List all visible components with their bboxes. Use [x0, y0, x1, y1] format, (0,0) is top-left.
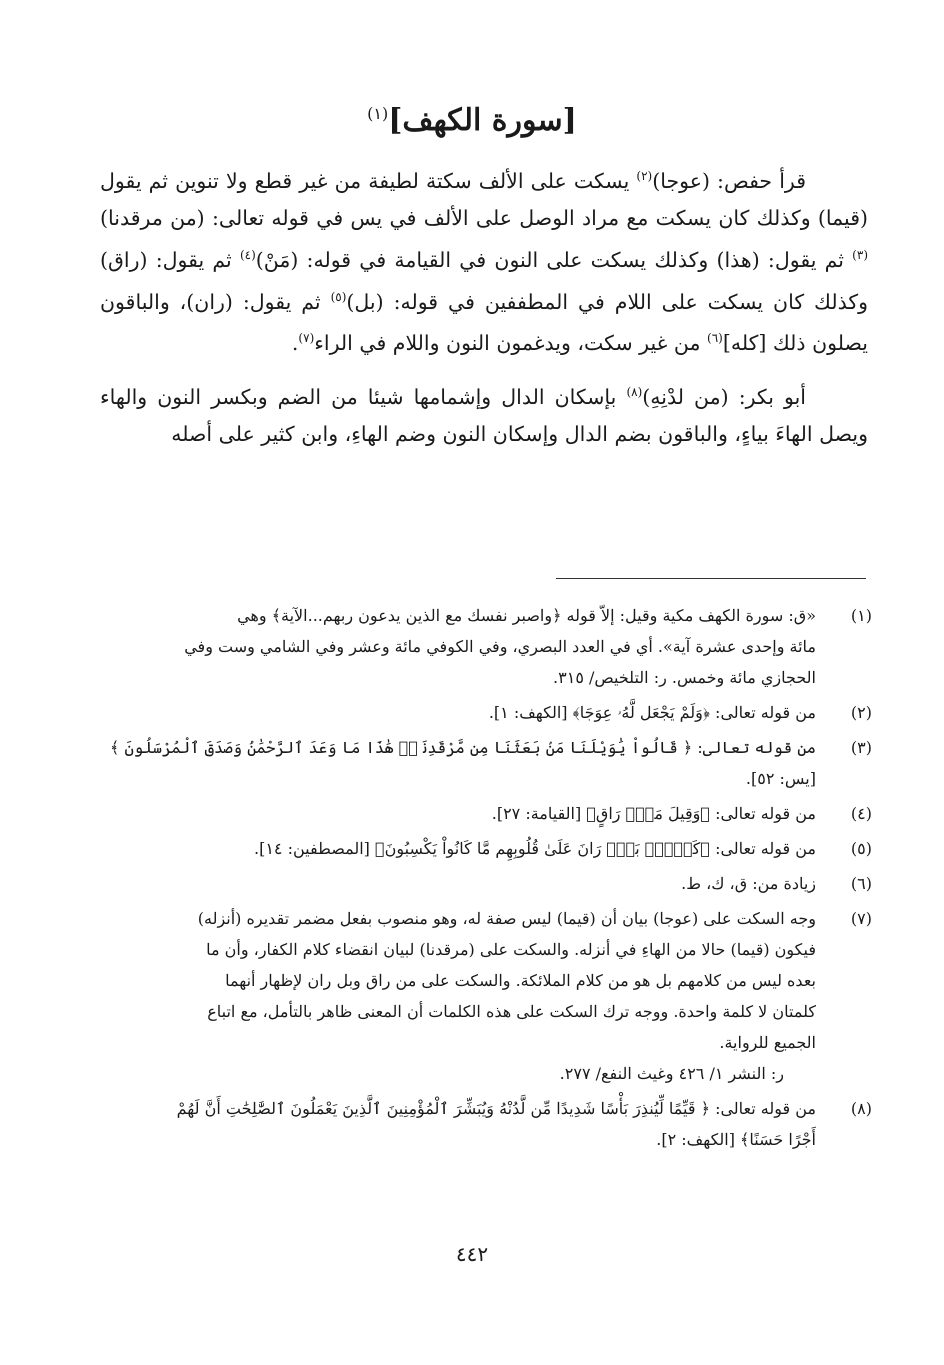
footnote-line: [يس: ٥٢]. — [745, 769, 816, 788]
surah-title: [سورة الكهف] — [388, 103, 577, 138]
text-span: أبو بكر: (من لدْنِهِ) — [642, 385, 806, 410]
footnote-text — [100, 833, 816, 864]
footnote-line: وجه السكت على (عوجا) بيان أن (قيما) ليس صفة له، وهو منصوب بفعل مضمر تقديره (أنزله) — [197, 909, 816, 928]
text-span: ثم يقول: (راق) وكذلك كان يسكت على اللام في المطففين في قوله: (بل) — [100, 247, 868, 314]
footnote-number: (٦) — [850, 874, 872, 893]
footnote-text — [100, 903, 816, 1058]
footnote-ref: (٣) — [852, 247, 868, 262]
footnote-text — [100, 600, 816, 693]
footnote-text — [100, 697, 816, 728]
footnote-line: زيادة من: ق، ك، ط. — [681, 874, 816, 893]
footnote-text — [100, 1093, 816, 1155]
footnote-line: بعده ليس من كلامهم بل هو من كلام الملائكة. والسكت على من راق وبل ران لإظهار أنهما — [225, 971, 816, 990]
title-footnote-ref: (١) — [367, 104, 389, 123]
text-span: من غير سكت، ويدغمون النون واللام في الراء — [314, 331, 708, 356]
text-span: بإسكان الدال وإشمامها شيئا من الضم وبكسر النون والهاء ويصل الهاءَ بياءٍ، والباقون بضم الدال وإسكان النون وضم الهاءِ، وابن كثير على أصله — [100, 385, 868, 447]
footnote-7-reference: ر: النشر ١/ ٤٢٦ وغيث النفع/ ٢٧٧. — [559, 1064, 784, 1083]
footnote-number: (٣) — [850, 738, 872, 757]
footnote-line: أَجْرًا حَسَنًا﴾ [الكهف: ٢]. — [656, 1130, 816, 1149]
footnote-ref: (٢) — [636, 169, 653, 183]
text-span: يسكت على الألف سكتة لطيفة من غير قطع ولا تنوين ثم يقول (قيما) وكذلك كان يسكت مع مراد الوصل على الألف في يس في قوله تعالى: (من مرقدنا) — [100, 168, 868, 230]
footnote-ref: (٧) — [298, 331, 315, 346]
footnote-ref: (٨) — [626, 385, 643, 400]
footnote-7 — [100, 903, 872, 1058]
footnote-6 — [100, 868, 872, 899]
text-span: ثم يقول: (ران)، والباقون يصلون ذلك [كله] — [100, 289, 868, 356]
footnote-line: من قوله تعالى: ﴿وَقِيلَ مَنْۜ رَاقٍ﴾ [القيامة: ٢٧]. — [491, 804, 816, 823]
footnote-separator — [556, 578, 866, 579]
footnote-line: فيكون (قيما) حالا من الهاءِ في أنزله. والسكت على (مرقدنا) لبيان انقضاء كلام الكفار، وأن ما — [206, 940, 816, 959]
page-number: ٤٤٢ — [455, 1242, 489, 1266]
footnote-number: (٧) — [850, 909, 872, 928]
footnote-line: من قوله تعالى: ﴿وَلَمْ يَجْعَل لَّهُۥ عِوَجَا﴾ [الكهف: ١]. — [488, 703, 816, 722]
text-span: قرأ حفص: (عوجا) — [652, 168, 807, 193]
footnote-5 — [100, 833, 872, 864]
footnote-line: من قوله تعالى: ﴿كَلَّاۖ بَلْۜ رَانَ عَلَىٰ قُلُوبِهِم مَّا كَانُواْ يَكْسِبُونَ﴾ [المصطفين: ١٤]. — [254, 839, 816, 858]
footnote-line: الحجازي مائة وخمس. ر: التلخيص/ ٣١٥. — [553, 668, 816, 687]
paragraph-hafs — [100, 158, 868, 362]
text-span: ثم يقول: (هذا) وكذلك يسكت على النون في القيامة في قوله: (مَنْ) — [255, 247, 853, 272]
footnote-8 — [100, 1093, 872, 1155]
footnote-number: (٤) — [850, 804, 872, 823]
footnote-line: الجميع للرواية. — [719, 1033, 816, 1052]
footnote-ref: (٦) — [707, 331, 723, 346]
footnote-line: من قوله تعالى: ﴿ قَيِّمًا لِّيُنذِرَ بَأْسًا شَدِيدًا مِّن لَّدُنْهُ وَيُبَشِّرَ ٱلْمُؤْمِنِينَ ٱلَّذِينَ يَعْمَلُونَ ٱلصَّٰلِحَٰتِ أَنَّ لَهُمْ — [176, 1099, 816, 1118]
footnote-number: (٥) — [850, 839, 872, 858]
footnote-line: «ق: سورة الكهف مكية وقيل: إلاّ قوله ﴿واصبر نفسك مع الذين يدعون ربهم...الآية﴾ وهي — [237, 606, 816, 625]
footnote-number: (٢) — [850, 703, 872, 722]
footnote-number: (٨) — [850, 1099, 872, 1118]
footnote-line: مائة وإحدى عشرة آية». أي في العدد البصري، وفي الكوفي مائة وعشر وفي الشامي وست وفي — [184, 637, 816, 656]
footnote-2 — [100, 697, 872, 728]
footnote-line: من قوله تعالى: ﴿ قَالُواْ يَٰوَيْلَنَا مَنۢ بَعَثَنَا مِن مَّرْقَدِنَاۜ هَٰذَا مَا وَعَدَ ٱلرَّحْمَٰنُ وَصَدَقَ ٱلْمُرْسَلُونَ ﴾ — [110, 738, 816, 757]
paragraph-abu-bakr — [100, 374, 868, 453]
footnote-4 — [100, 798, 872, 829]
footnote-line: كلمتان لا كلمة واحدة. ووجه ترك السكت على هذه الكلمات أن المعنى ظاهر بالتأمل، مع اتباع — [207, 1002, 816, 1021]
footnote-3 — [100, 732, 872, 794]
page-title — [0, 92, 944, 143]
footnotes — [100, 600, 872, 1159]
text-span: . — [291, 331, 299, 356]
footnote-ref: (٥) — [330, 289, 347, 304]
footnote-number: (١) — [850, 606, 872, 625]
footnote-text — [100, 868, 816, 899]
footnote-text — [100, 798, 816, 829]
footnote-text — [100, 732, 816, 794]
footnote-ref: (٤) — [239, 247, 256, 262]
main-text — [100, 158, 868, 465]
footnote-1 — [100, 600, 872, 693]
